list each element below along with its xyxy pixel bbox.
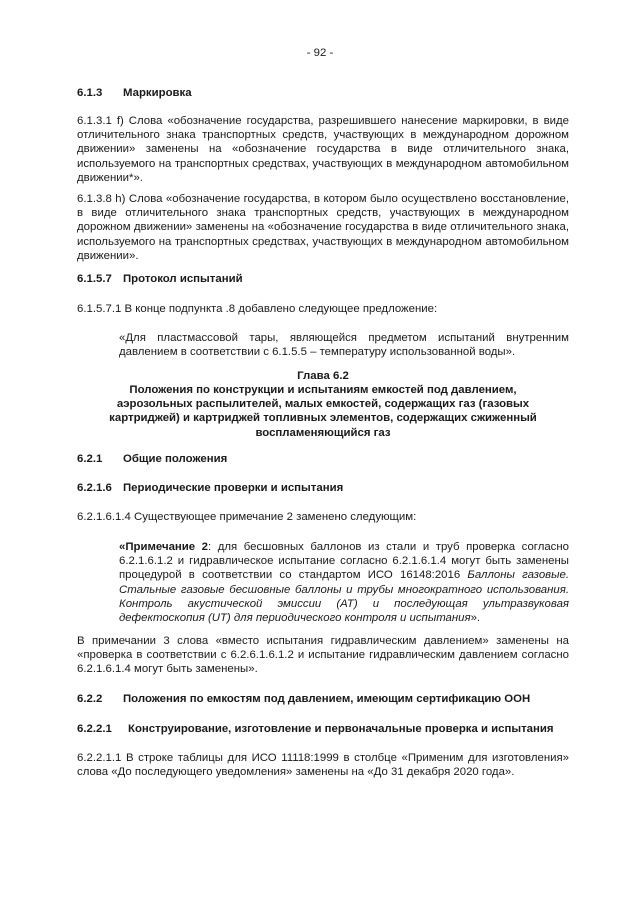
note-2 xyxy=(119,540,569,625)
note-end: ». xyxy=(470,612,481,625)
section-number: 6.1.5.7 xyxy=(77,273,112,285)
section-number: 6.2.1.6 xyxy=(77,482,112,494)
paragraph-6-1-3-8: 6.1.3.8 h) Слова «обозначение государства, в котором было осуществлено восстановление, в виде отличительного знака транспортных средств, участвующих в международном дорожном движении» заменены на «обозначение государства в виде отличительного знака, используемого на транспортных средствах, участвующих в международном автомобильном движении». xyxy=(77,193,569,262)
section-title: Периодические проверки и испытания xyxy=(123,482,344,494)
quote-plastic-packaging: «Для пластмассовой тары, являющейся предметом испытаний внутренним давлением в соответствии с 6.1.5.5 – температуру использованной воды». xyxy=(119,332,569,359)
section-heading-6-2-1-6 xyxy=(77,481,569,496)
note-standard-title: Баллоны газовые. Стальные газовые бесшовные баллоны и трубы многократного использования. Контроль акустической эмиссии (AT) и последующая ультразвуковая дефектоскопия (UT) для периодического контроля и испытания xyxy=(119,569,569,625)
paragraph-6-2-2-1-1: 6.2.2.1.1 В строке таблицы для ИСО 11118:1999 в столбце «Применим для изготовления» слова «До последующего уведомления» заменены на «До 31 декабря 2020 года». xyxy=(77,752,569,779)
section-number: 6.1.3 xyxy=(77,87,103,99)
chapter-title: Положения по конструкции и испытаниям емкостей под давлением, аэрозольных распылителей, малых емкостей, содержащих газ (газовых картриджей) и картриджей топливных элементов, содержащих сжиженный воспламеняющийся газ xyxy=(109,384,537,439)
section-heading-6-1-3 xyxy=(77,86,569,101)
paragraph-note-3: В примечании 3 слова «вместо испытания гидравлическим давлением» заменены на «проверка в соответствии с 6.2.6.1.6.1.2 и испытание гидравлическим давлением согласно 6.2.1.6.1.4 могут быть заменены». xyxy=(77,635,569,676)
chapter-label: Глава 6.2 xyxy=(297,370,349,382)
section-number: 6.2.1 xyxy=(77,453,103,465)
section-title: Общие положения xyxy=(123,453,228,465)
paragraph-6-2-1-6-1-4: 6.2.1.6.1.4 Существующее примечание 2 заменено следующим: xyxy=(77,511,417,523)
note-text: : для бесшовных баллонов из стали и труб проверка согласно 6.2.1.6.1.2 и гидравлическое испытание согласно 6.2.1.6.1.4 могут быть заменены процедурой в соответствии со стандартом ИСО 16148:2016 xyxy=(119,541,569,582)
section-title: Положения по емкостям под давлением, имеющим сертификацию ООН xyxy=(123,693,531,705)
paragraph-6-1-5-7-1: 6.1.5.7.1 В конце подпункта .8 добавлено следующее предложение: xyxy=(77,303,438,315)
section-title: Конструирование, изготовление и первоначальные проверка и испытания xyxy=(128,723,554,735)
section-title: Маркировка xyxy=(123,87,192,99)
note-label: «Примечание 2 xyxy=(119,541,209,553)
section-heading-6-2-2-1 xyxy=(77,722,569,737)
section-heading-6-2-2 xyxy=(77,692,569,707)
section-title: Протокол испытаний xyxy=(123,273,243,285)
paragraph-6-1-3-1: 6.1.3.1 f) Слова «обозначение государства, разрешившего нанесение маркировки, в виде отличительного знака транспортных средств, участвующих в международном дорожном движении» заменены на «обозначение государства в виде отличительного знака, используемого на транспортных средствах, участвующих в международном автомобильном движении*». xyxy=(77,115,569,184)
page-number: - 92 - xyxy=(306,47,334,59)
section-heading-6-2-1 xyxy=(77,452,569,467)
section-heading-6-1-5-7 xyxy=(77,272,569,287)
section-number: 6.2.2.1 xyxy=(77,723,112,735)
section-number: 6.2.2 xyxy=(77,693,103,705)
